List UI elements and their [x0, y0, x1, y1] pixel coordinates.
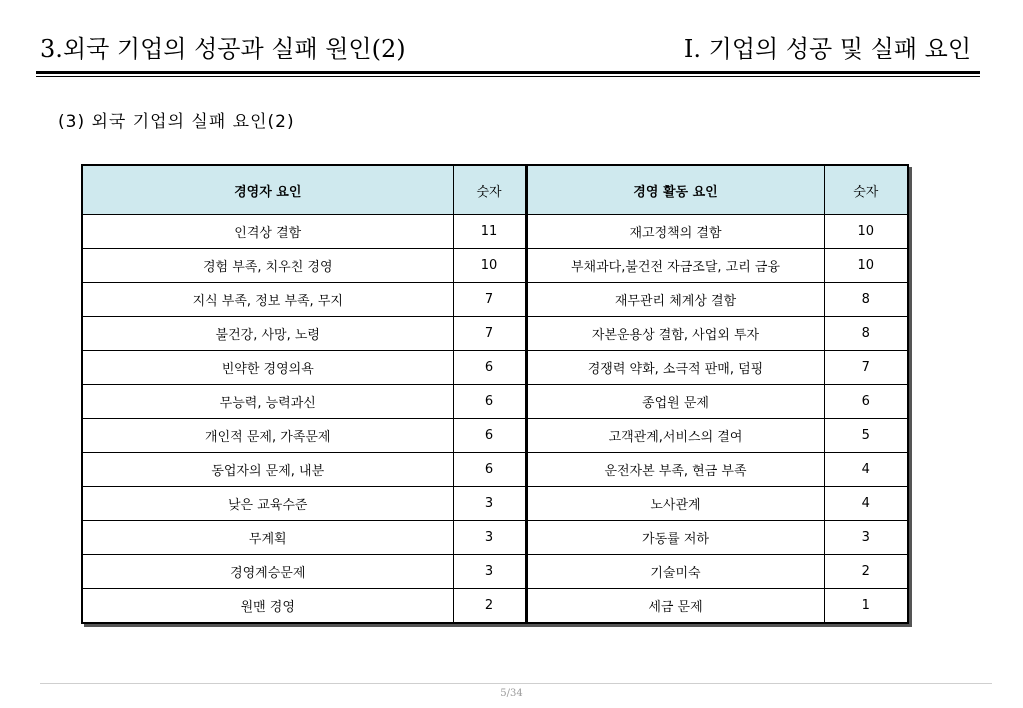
table-row — [82, 351, 908, 385]
activity-count-cell: 5 — [824, 419, 908, 453]
manager-factor-cell: 동업자의 문제, 내분 — [82, 453, 453, 487]
page-number: 5/34 — [500, 688, 523, 699]
table-row — [82, 215, 908, 249]
activity-count-cell: 3 — [824, 521, 908, 555]
activity-count-cell: 6 — [824, 385, 908, 419]
table-header-row — [82, 165, 908, 215]
column-header-manager-factors: 경영자 요인 — [82, 165, 453, 215]
activity-count-cell: 8 — [824, 283, 908, 317]
manager-factor-cell: 무능력, 능력과신 — [82, 385, 453, 419]
table-row — [82, 317, 908, 351]
column-header-manager-count: 숫자 — [453, 165, 526, 215]
activity-factor-cell: 종업원 문제 — [526, 385, 824, 419]
manager-count-cell: 6 — [453, 351, 526, 385]
manager-factor-cell: 경험 부족, 치우친 경영 — [82, 249, 453, 283]
manager-count-cell: 6 — [453, 419, 526, 453]
table-row — [82, 283, 908, 317]
section-title: Ⅰ. 기업의 성공 및 실패 요인 — [683, 35, 971, 63]
manager-factor-cell: 경영계승문제 — [82, 555, 453, 589]
activity-factor-cell: 노사관계 — [526, 487, 824, 521]
manager-count-cell: 3 — [453, 555, 526, 589]
column-header-activity-count: 숫자 — [824, 165, 908, 215]
failure-factors-table — [81, 164, 909, 624]
activity-count-cell: 10 — [824, 249, 908, 283]
activity-factor-cell: 재무관리 체계상 결함 — [526, 283, 824, 317]
activity-count-cell: 8 — [824, 317, 908, 351]
activity-factor-cell: 부채과다,불건전 자금조달, 고리 금융 — [526, 249, 824, 283]
manager-factor-cell: 무계획 — [82, 521, 453, 555]
manager-count-cell: 10 — [453, 249, 526, 283]
table-row — [82, 521, 908, 555]
manager-count-cell: 11 — [453, 215, 526, 249]
activity-factor-cell: 경쟁력 약화, 소극적 판매, 덤핑 — [526, 351, 824, 385]
table-row — [82, 453, 908, 487]
manager-factor-cell: 빈약한 경영의욕 — [82, 351, 453, 385]
manager-count-cell: 7 — [453, 317, 526, 351]
activity-factor-cell: 운전자본 부족, 현금 부족 — [526, 453, 824, 487]
activity-count-cell: 7 — [824, 351, 908, 385]
activity-count-cell: 4 — [824, 453, 908, 487]
manager-factor-cell: 개인적 문제, 가족문제 — [82, 419, 453, 453]
table-row — [82, 555, 908, 589]
manager-count-cell: 2 — [453, 589, 526, 624]
manager-count-cell: 6 — [453, 453, 526, 487]
activity-count-cell: 2 — [824, 555, 908, 589]
manager-factor-cell: 지식 부족, 정보 부족, 무지 — [82, 283, 453, 317]
activity-factor-cell: 가동률 저하 — [526, 521, 824, 555]
table-row — [82, 487, 908, 521]
table-row — [82, 419, 908, 453]
footer-divider — [40, 683, 992, 684]
manager-factor-cell: 낮은 교육수준 — [82, 487, 453, 521]
slide-title: 3.외국 기업의 성공과 실패 원인(2) — [40, 35, 406, 63]
activity-count-cell: 4 — [824, 487, 908, 521]
activity-count-cell: 10 — [824, 215, 908, 249]
manager-count-cell: 3 — [453, 487, 526, 521]
manager-count-cell: 7 — [453, 283, 526, 317]
activity-factor-cell: 자본운용상 결함, 사업외 투자 — [526, 317, 824, 351]
manager-factor-cell: 불건강, 사망, 노령 — [82, 317, 453, 351]
header-rule-thin — [36, 76, 980, 77]
activity-factor-cell: 세금 문제 — [526, 589, 824, 624]
activity-factor-cell: 기술미숙 — [526, 555, 824, 589]
table-row — [82, 385, 908, 419]
activity-count-cell: 1 — [824, 589, 908, 624]
manager-count-cell: 6 — [453, 385, 526, 419]
manager-count-cell: 3 — [453, 521, 526, 555]
subtitle: (3) 외국 기업의 실패 요인(2) — [58, 112, 295, 132]
table-row — [82, 589, 908, 624]
header-rule-thick — [36, 71, 980, 74]
activity-factor-cell: 고객관계,서비스의 결여 — [526, 419, 824, 453]
table-row — [82, 249, 908, 283]
column-header-activity-factors: 경영 활동 요인 — [526, 165, 824, 215]
activity-factor-cell: 재고정책의 결함 — [526, 215, 824, 249]
manager-factor-cell: 원맨 경영 — [82, 589, 453, 624]
manager-factor-cell: 인격상 결함 — [82, 215, 453, 249]
